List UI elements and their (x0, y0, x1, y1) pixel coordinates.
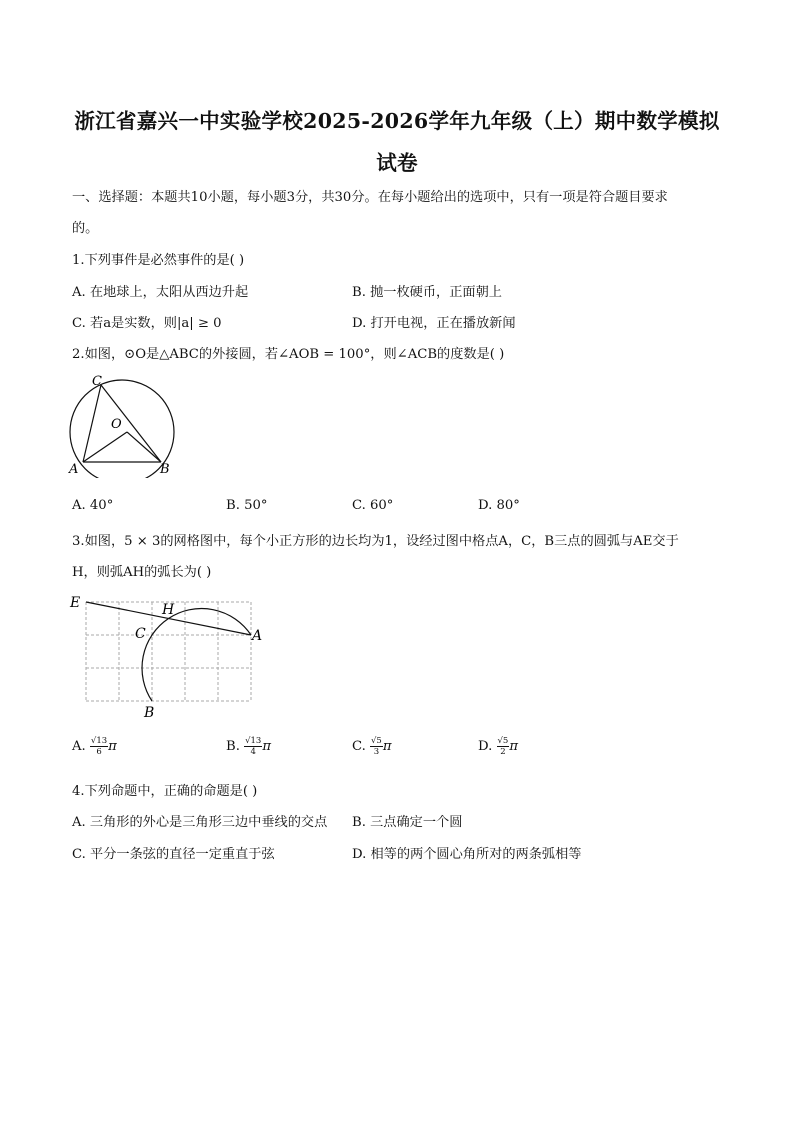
q3-stem: 3.如图，5 × 3的网格图中，每个小正方形的边长均为1，设经过图中格点A，C，B三点的圆弧与AE交于 (72, 534, 679, 549)
q3-option-d-prefix: D. (478, 739, 493, 754)
q2-circle-figure (64, 370, 184, 478)
label-a: A (252, 628, 263, 644)
q3-option-a-prefix: A. (72, 739, 86, 754)
segment-ao (83, 432, 127, 462)
q3-stem-continued: H，则弧AH的弧长为( ) (72, 565, 212, 580)
q2-option-d: D. 80° (478, 498, 520, 513)
q3-option-d-fraction (497, 736, 510, 757)
q1-stem: 1.下列事件是必然事件的是( ) (72, 253, 245, 268)
q3-option-b-pi: π (262, 739, 271, 754)
arc-acb (142, 609, 251, 701)
segment-cb (101, 385, 161, 462)
label-b: B (144, 705, 155, 721)
q3-option-c-pi: π (382, 739, 392, 754)
q3-option-d-numerator: √5 (497, 736, 509, 746)
label-c: C (92, 374, 102, 389)
q3-option-c (352, 736, 392, 757)
label-b: B (160, 462, 170, 477)
q1-option-a: A. 在地球上，太阳从西边升起 (72, 285, 249, 300)
q2-stem: 2.如图，⊙O是△ABC的外接圆，若∠AOB = 100°，则∠ACB的度数是( ) (72, 347, 505, 362)
q3-option-a-pi: π (108, 739, 117, 754)
q3-option-d (478, 736, 518, 757)
section-heading-continued: 的。 (72, 221, 99, 236)
q3-option-b-numerator: √13 (245, 736, 262, 746)
page-title-continued: 试卷 (376, 151, 418, 175)
q3-option-d-pi: π (509, 739, 518, 754)
q3-option-c-prefix: C. (352, 739, 366, 754)
label-a: A (69, 462, 79, 477)
q4-option-c: C. 平分一条弦的直径一定重直于弦 (72, 847, 275, 862)
q1-option-b: B. 抛一枚硬币，正面朝上 (352, 285, 502, 300)
q3-option-b-prefix: B. (226, 739, 240, 754)
q2-option-a: A. 40° (72, 498, 114, 513)
segment-bo (127, 432, 161, 462)
q3-grid-figure (64, 590, 274, 730)
q1-option-c: C. 若a是实数，则|a| ≥ 0 (72, 316, 222, 331)
q4-stem: 4.下列命题中，正确的命题是( ) (72, 784, 258, 799)
q3-option-b-fraction (244, 736, 262, 757)
segment-ca (83, 385, 101, 462)
circumcircle (70, 380, 174, 478)
label-e: E (70, 595, 81, 611)
q3-option-a-fraction (90, 736, 108, 757)
q4-option-d: D. 相等的两个圆心角所对的两条弧相等 (352, 847, 582, 862)
q3-option-a-numerator: √13 (90, 736, 108, 746)
q3-option-c-numerator: √5 (371, 736, 382, 746)
q3-option-a-denominator: 6 (96, 747, 102, 757)
section-heading: 一、选择题：本题共10小题，每小题3分，共30分。在每小题给出的选项中，只有一项是符合题目要求 (72, 190, 668, 205)
q3-option-a (72, 736, 117, 757)
q3-option-c-fraction (370, 736, 383, 757)
q4-option-a: A. 三角形的外心是三角形三边中垂线的交点 (72, 815, 328, 830)
label-h: H (162, 602, 175, 618)
q1-option-d: D. 打开电视，正在播放新闻 (352, 316, 516, 331)
page-title: 浙江省嘉兴一中实验学校2025-2026学年九年级（上）期中数学模拟 (74, 109, 720, 133)
label-c: C (135, 626, 146, 642)
q3-option-d-denominator: 2 (500, 747, 506, 757)
q3-option-b-denominator: 4 (250, 747, 256, 757)
q2-option-b: B. 50° (226, 498, 268, 513)
label-o: O (111, 417, 122, 432)
q2-option-c: C. 60° (352, 498, 394, 513)
q4-option-b: B. 三点确定一个圆 (352, 815, 463, 830)
q3-option-c-denominator: 3 (373, 747, 380, 757)
q3-option-b (226, 736, 271, 757)
